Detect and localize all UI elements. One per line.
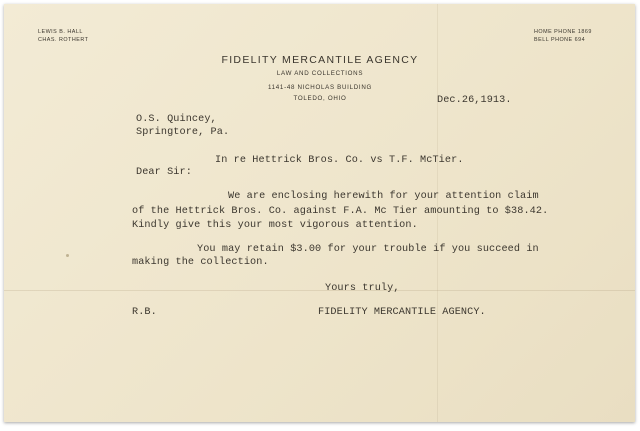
company-address: 1141-48 NICHOLAS BUILDING [267,84,373,91]
company-city: TOLEDO, OHIO [293,95,347,102]
body-line: making the collection. [132,257,269,268]
letter-date: Dec.26,1913. [437,95,512,106]
recipient-name: O.S. Quincey, [136,114,217,125]
company-tagline: LAW AND COLLECTIONS [276,70,364,77]
signature-block: FIDELITY MERCANTILE AGENCY. [318,307,486,318]
salutation: Dear Sir: [136,167,192,178]
recipient-location: Springtore, Pa. [136,127,230,138]
typist-initials: R.B. [132,307,157,318]
phone-number: BELL PHONE 694 [534,37,586,43]
body-line: Kindly give this your most vigorous attention. [132,220,418,231]
body-line: You may retain $3.00 for your trouble if you succeed in [197,244,539,255]
closing: Yours truly, [325,283,400,294]
partner-name: LEWIS B. HALL [38,29,83,35]
partner-name: CHAS. ROTHERT [38,37,89,43]
paper-fold-line [4,290,635,291]
letterhead-phones [534,28,592,44]
letterhead-partners [38,28,88,44]
phone-number: HOME PHONE 1869 [534,29,592,35]
body-line: of the Hettrick Bros. Co. against F.A. Mc Tier amounting to $38.42. [132,206,549,217]
body-line: We are enclosing herewith for your attention claim [228,191,539,202]
paper-spot [66,254,69,257]
company-name: FIDELITY MERCANTILE AGENCY [221,54,419,66]
subject-line: In re Hettrick Bros. Co. vs T.F. McTier. [215,155,464,166]
